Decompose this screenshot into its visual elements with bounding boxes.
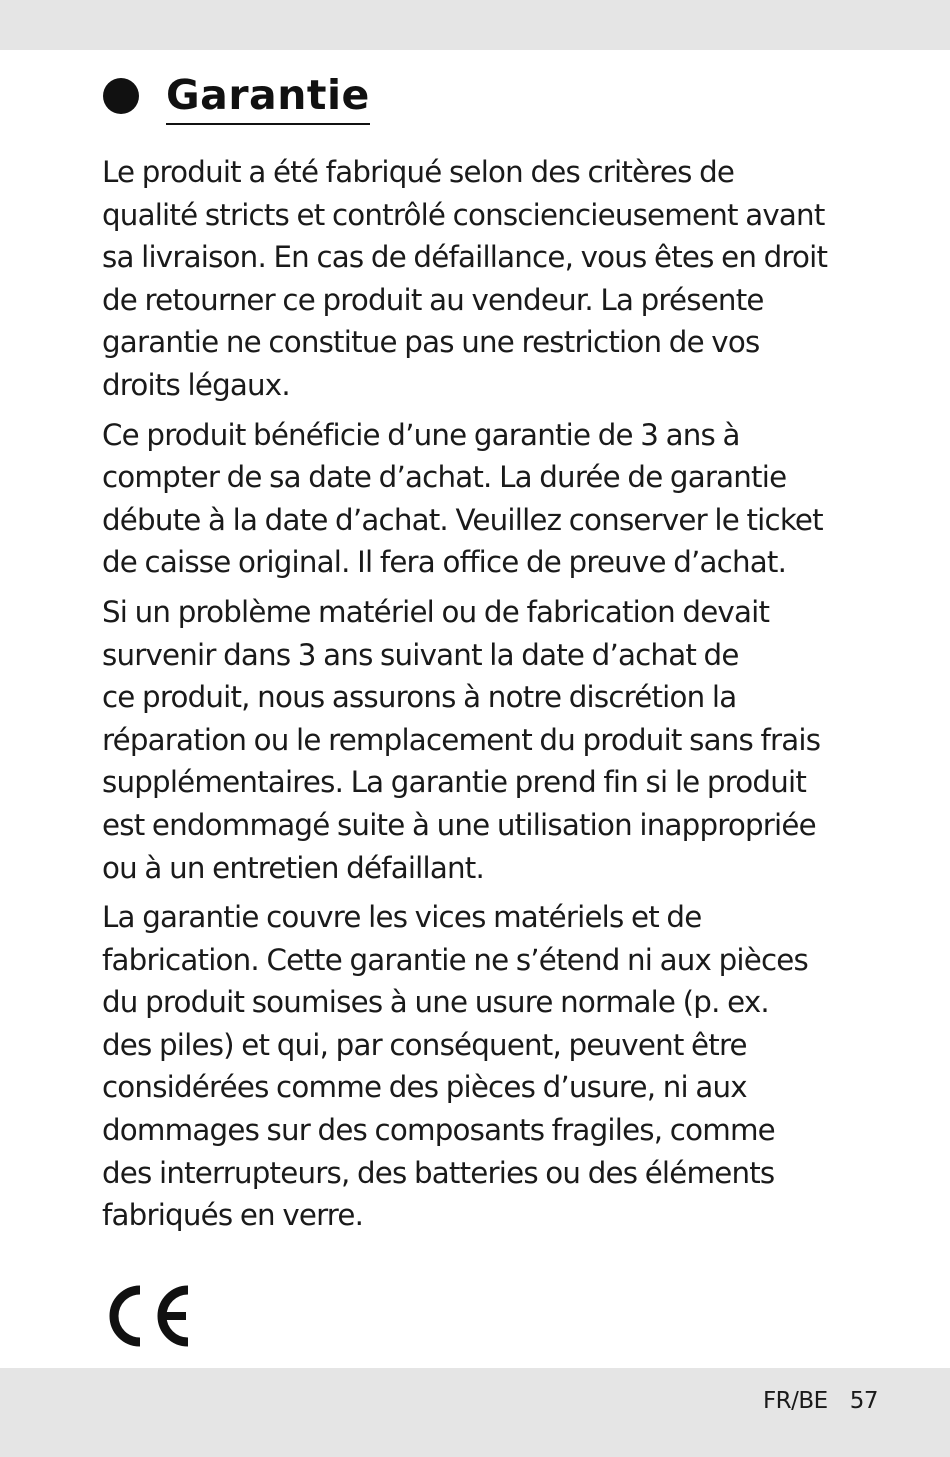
text-line: du produit soumises à une usure normale (p. ex.	[102, 985, 769, 1020]
body-text	[102, 151, 902, 1237]
paragraph-coverage	[102, 896, 902, 1237]
text-line: droits légaux.	[102, 367, 290, 402]
text-line: dommages sur des composants fragiles, comme	[102, 1113, 775, 1148]
text-line: qualité stricts et contrôlé consciencieusement avant	[102, 197, 825, 232]
text-line: garantie ne constitue pas une restriction de vos	[102, 325, 760, 360]
text-line: réparation ou le remplacement du produit sans frais	[102, 722, 821, 757]
text-line: fabriqués en verre.	[102, 1198, 364, 1233]
text-line: Le produit a été fabriqué selon des critères de	[102, 155, 735, 189]
text-line: Ce produit bénéficie d’une garantie de 3 ans à	[102, 417, 740, 452]
text-line: considérées comme des pièces d’usure, ni aux	[102, 1070, 747, 1105]
text-line: La garantie couvre les vices matériels et de	[102, 900, 702, 935]
text-line: compter de sa date d’achat. La durée de garantie	[102, 460, 787, 495]
top-margin-band	[0, 0, 950, 50]
page-footer	[763, 1388, 878, 1414]
text-line: de retourner ce produit au vendeur. La présente	[102, 282, 764, 317]
text-line: de caisse original. Il fera office de preuve d’achat.	[102, 545, 787, 580]
ce-mark-icon	[100, 1284, 192, 1348]
text-line: Si un problème matériel ou de fabrication devait	[102, 594, 770, 629]
paragraph-duration	[102, 414, 902, 584]
text-line: ce produit, nous assurons à notre discrétion la	[102, 680, 737, 715]
paragraph-quality	[102, 151, 902, 407]
text-line: est endommagé suite à une utilisation inappropriée	[102, 807, 816, 842]
paragraph-repair	[102, 591, 902, 889]
section-title: Garantie	[166, 68, 370, 125]
text-line: des piles) et qui, par conséquent, peuvent être	[102, 1027, 747, 1062]
bullet-icon	[103, 78, 139, 114]
text-line: sa livraison. En cas de défaillance, vous êtes en droit	[102, 240, 828, 275]
text-line: ou à un entretien défaillant.	[102, 850, 484, 885]
text-line: supplémentaires. La garantie prend fin si le produit	[102, 765, 807, 800]
page-number: 57	[849, 1388, 878, 1414]
text-line: fabrication. Cette garantie ne s’étend ni aux pièces	[102, 942, 808, 977]
section-heading	[103, 68, 523, 128]
text-line: des interrupteurs, des batteries ou des éléments	[102, 1155, 775, 1190]
language-code: FR/BE	[762, 1388, 828, 1414]
text-line: débute à la date d’achat. Veuillez conserver le ticket	[102, 502, 823, 537]
text-line: survenir dans 3 ans suivant la date d’achat de	[102, 637, 739, 672]
